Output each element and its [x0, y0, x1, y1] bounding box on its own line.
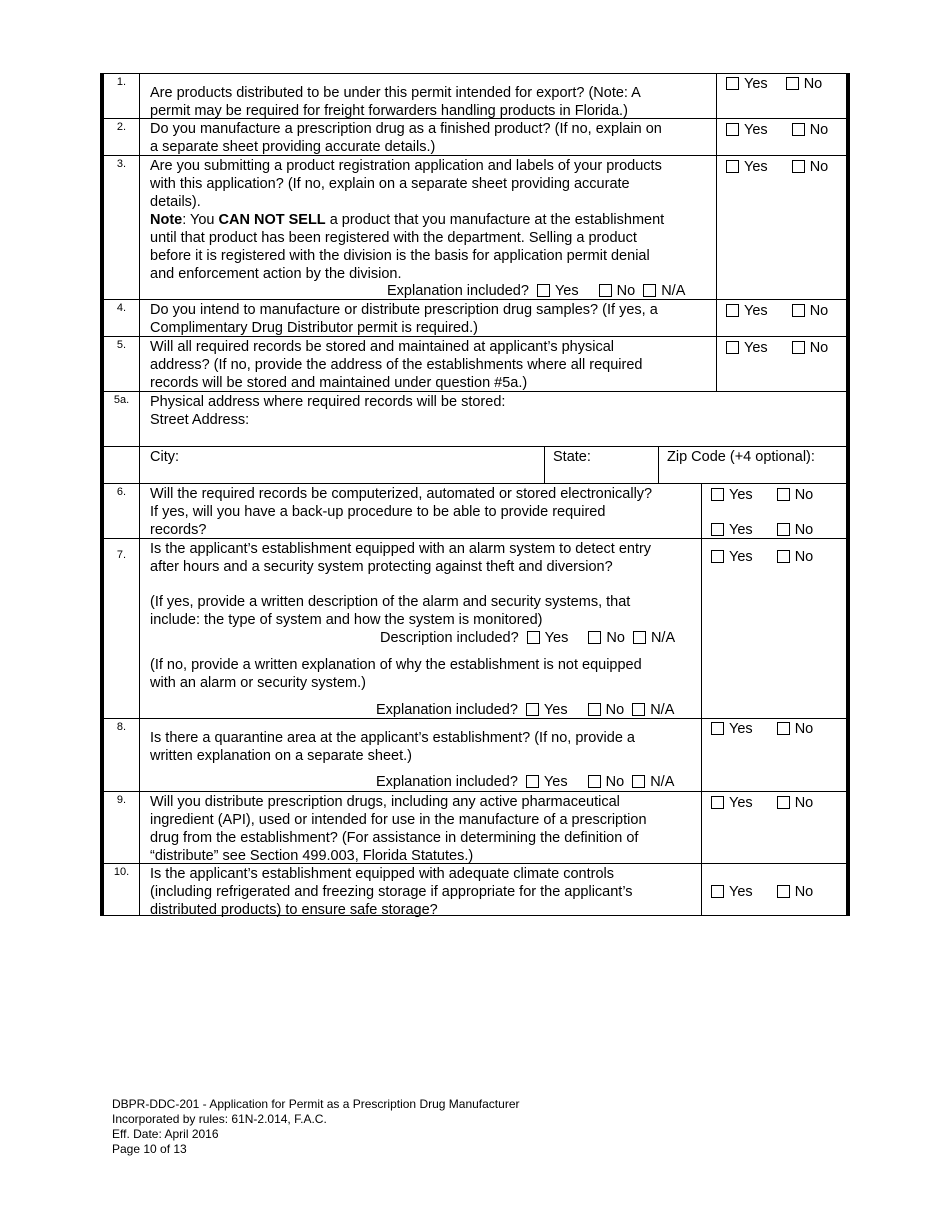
answer-cell [716, 74, 846, 118]
question-text [150, 593, 630, 629]
note-emphasis: CAN NOT SELL [218, 212, 326, 228]
explanation-yes-checkbox[interactable] [537, 282, 579, 300]
question-line: address? (If no, provide the address of the establishments where all required [150, 357, 643, 373]
question-line: (If no, provide a written explanation of why the establishment is not equipped [150, 657, 642, 673]
address-row [104, 446, 846, 483]
question-line: If yes, will you have a back-up procedure to be able to provide required [150, 504, 606, 520]
question-row-2 [104, 118, 846, 155]
question-line: Is the applicant’s establishment equipped with adequate climate controls [150, 866, 615, 882]
question-line: Will the required records be computerized, automated or stored electronically? [150, 486, 653, 502]
question-number: 3. [104, 156, 140, 299]
question-text [150, 485, 652, 539]
yes-checkbox[interactable] [726, 158, 768, 176]
answer-cell [716, 337, 846, 391]
question-line: drug from the establishment? (For assistance in determining the definition of [150, 830, 639, 846]
question-row-8 [104, 718, 846, 791]
question-number: 2. [104, 119, 140, 155]
yes-label: Yes [744, 340, 768, 356]
no-checkbox[interactable] [777, 883, 814, 901]
question-line: records will be stored and maintained under question #5a.) [150, 375, 528, 391]
explanation-na-checkbox[interactable] [632, 773, 674, 791]
no-label: No [809, 340, 829, 356]
question-line: with an alarm or security system.) [150, 675, 366, 691]
no-checkbox[interactable] [792, 339, 829, 357]
question-line: with this application? (If no, explain on a separate sheet providing accurate [150, 176, 630, 192]
explanation-yes-checkbox[interactable] [526, 773, 568, 791]
no-checkbox[interactable] [777, 720, 814, 738]
no-checkbox[interactable] [786, 75, 823, 93]
backup-yes-checkbox[interactable] [711, 521, 753, 539]
no-label: No [794, 487, 814, 503]
yes-checkbox[interactable] [711, 720, 753, 738]
no-label: No [809, 303, 829, 319]
question-row-4 [104, 299, 846, 336]
na-label: N/A [650, 774, 675, 790]
question-line: before it is registered with the division is the basis for application permit denial [150, 248, 650, 264]
page-footer [112, 1097, 519, 1157]
yes-checkbox[interactable] [726, 339, 768, 357]
no-label: No [809, 122, 829, 138]
question-line: Do you manufacture a prescription drug as a finished product? (If no, explain on [150, 121, 662, 137]
question-number: 1. [104, 74, 140, 118]
question-text [150, 793, 647, 865]
yes-checkbox[interactable] [711, 794, 753, 812]
question-line: (including refrigerated and freezing storage if appropriate for the applicant’s [150, 884, 633, 900]
note-text: a product that you manufacture at the establishment [325, 212, 665, 228]
question-number: 9. [104, 792, 140, 863]
zip-code-field[interactable] [658, 447, 846, 483]
no-checkbox[interactable] [777, 548, 814, 566]
question-row-10 [104, 863, 846, 916]
yes-label: Yes [729, 549, 753, 565]
question-text [150, 540, 651, 576]
na-label: N/A [661, 283, 686, 299]
note-label: Note [150, 212, 183, 228]
explanation-included-row [376, 701, 674, 719]
form-title: DBPR-DDC-201 - Application for Permit as a Prescription Drug Manufacturer [112, 1097, 520, 1111]
question-line: until that product has been registered with the department. Selling a product [150, 230, 637, 246]
description-yes-checkbox[interactable] [527, 629, 569, 647]
questionnaire-table [100, 73, 850, 916]
question-line: distributed products) to ensure safe storage? [150, 902, 438, 918]
yes-label: Yes [744, 159, 768, 175]
no-label: No [794, 795, 814, 811]
no-checkbox[interactable] [792, 158, 829, 176]
note-text: : You [182, 212, 219, 228]
street-address-field[interactable]: Street Address: [150, 412, 250, 428]
question-row-5 [104, 336, 846, 391]
no-label: No [803, 76, 823, 92]
no-label: No [606, 630, 625, 646]
question-line: “distribute” see Section 499.003, Florida Statutes.) [150, 848, 474, 864]
description-label: Description included? [380, 630, 519, 646]
yes-checkbox[interactable] [711, 548, 753, 566]
yes-checkbox[interactable] [711, 486, 753, 504]
no-checkbox[interactable] [792, 302, 829, 320]
explanation-yes-checkbox[interactable] [526, 701, 568, 719]
description-included-row [380, 629, 675, 647]
answer-cell [701, 792, 846, 863]
question-line: include: the type of system and how the system is monitored) [150, 612, 543, 628]
state-field[interactable] [544, 447, 658, 483]
question-text [150, 729, 635, 765]
form-effective-date: Eff. Date: April 2016 [112, 1127, 219, 1141]
yes-checkbox[interactable] [726, 75, 768, 93]
question-row-3 [104, 155, 846, 299]
question-number: 5. [104, 337, 140, 391]
yes-label: Yes [729, 884, 753, 900]
question-number: 5a. [104, 392, 140, 446]
explanation-label: Explanation included? [376, 702, 518, 718]
note-line [150, 211, 664, 229]
question-number: 10. [104, 864, 140, 915]
question-row-7 [104, 538, 846, 718]
yes-label: Yes [554, 283, 579, 299]
answer-cell [716, 156, 846, 299]
explanation-included-row [387, 282, 685, 300]
question-number: 7. [104, 539, 140, 718]
yes-label: Yes [544, 630, 569, 646]
explanation-included-row [376, 773, 674, 791]
city-label: City: [150, 449, 179, 465]
question-line: Are you submitting a product registration application and labels of your products [150, 158, 662, 174]
question-number: 4. [104, 300, 140, 336]
question-line: (If yes, provide a written description of the alarm and security systems, that [150, 594, 631, 610]
question-line: Physical address where required records will be stored: [150, 394, 506, 410]
yes-checkbox[interactable] [726, 121, 768, 139]
question-number-blank [104, 447, 140, 483]
yes-label: Yes [543, 702, 568, 718]
question-number: 6. [104, 484, 140, 538]
yes-checkbox[interactable] [726, 302, 768, 320]
explanation-na-checkbox[interactable] [643, 282, 685, 300]
yes-label: Yes [729, 522, 753, 538]
question-text [150, 393, 505, 429]
yes-label: Yes [744, 76, 768, 92]
question-text [150, 656, 642, 692]
yes-label: Yes [744, 122, 768, 138]
explanation-label: Explanation included? [387, 283, 529, 299]
zip-label: Zip Code (+4 optional): [667, 449, 815, 465]
question-row-1 [104, 73, 846, 118]
answer-cell [701, 484, 846, 538]
yes-label: Yes [543, 774, 568, 790]
explanation-no-checkbox[interactable] [599, 282, 636, 300]
backup-no-checkbox[interactable] [777, 521, 814, 539]
question-line: Are products distributed to be under this permit intended for export? (Note: A [150, 85, 641, 101]
question-line: Is the applicant’s establishment equipped with an alarm system to detect entry [150, 541, 652, 557]
no-label: No [794, 721, 814, 737]
explanation-label: Explanation included? [376, 774, 518, 790]
question-row-6 [104, 483, 846, 538]
question-line: Will all required records be stored and maintained at applicant’s physical [150, 339, 614, 355]
question-line: after hours and a security system protecting against theft and diversion? [150, 559, 613, 575]
question-line: records? [150, 522, 207, 538]
yes-label: Yes [729, 721, 753, 737]
question-line: a separate sheet providing accurate details.) [150, 139, 436, 155]
question-text [150, 84, 641, 120]
no-label: No [794, 549, 814, 565]
no-checkbox[interactable] [777, 486, 814, 504]
page-number: Page 10 of 13 [112, 1142, 187, 1156]
no-label: No [605, 774, 625, 790]
no-label: No [616, 283, 636, 299]
description-na-checkbox[interactable] [633, 629, 675, 647]
question-line: permit may be required for freight forwarders handling products in Florida.) [150, 103, 628, 119]
answer-cell [716, 300, 846, 336]
yes-label: Yes [744, 303, 768, 319]
na-label: N/A [650, 630, 676, 646]
question-line: ingredient (API), used or intended for use in the manufacture of a prescription [150, 812, 647, 828]
question-line: Do you intend to manufacture or distribute prescription drug samples? (If yes, a [150, 302, 658, 318]
answer-cell [701, 864, 846, 915]
answer-cell [701, 719, 846, 791]
question-text [150, 120, 662, 156]
yes-label: Yes [729, 795, 753, 811]
answer-cell [701, 539, 846, 718]
question-line: Complimentary Drug Distributor permit is required.) [150, 320, 478, 336]
no-label: No [794, 884, 814, 900]
no-label: No [794, 522, 814, 538]
city-field[interactable] [150, 448, 179, 466]
question-row-9 [104, 791, 846, 863]
question-row-5a [104, 391, 846, 446]
form-rules: Incorporated by rules: 61N-2.014, F.A.C. [112, 1112, 327, 1126]
question-line: Will you distribute prescription drugs, including any active pharmaceutical [150, 794, 620, 810]
yes-label: Yes [729, 487, 753, 503]
no-checkbox[interactable] [792, 121, 829, 139]
explanation-no-checkbox[interactable] [588, 701, 625, 719]
question-number: 8. [104, 719, 140, 791]
na-label: N/A [650, 702, 675, 718]
yes-checkbox[interactable] [711, 883, 753, 901]
explanation-na-checkbox[interactable] [632, 701, 674, 719]
explanation-no-checkbox[interactable] [588, 773, 625, 791]
no-label: No [809, 159, 829, 175]
no-label: No [605, 702, 625, 718]
question-text [150, 157, 664, 283]
question-text [150, 865, 633, 919]
question-line: Is there a quarantine area at the applicant’s establishment? (If no, provide a [150, 730, 635, 746]
no-checkbox[interactable] [777, 794, 814, 812]
answer-cell [716, 119, 846, 155]
question-text [150, 301, 658, 337]
question-line: and enforcement action by the division. [150, 266, 402, 282]
question-line: details). [150, 194, 201, 210]
description-no-checkbox[interactable] [588, 629, 625, 647]
question-text [150, 338, 642, 392]
question-line: written explanation on a separate sheet.) [150, 748, 412, 764]
state-label: State: [553, 449, 591, 465]
